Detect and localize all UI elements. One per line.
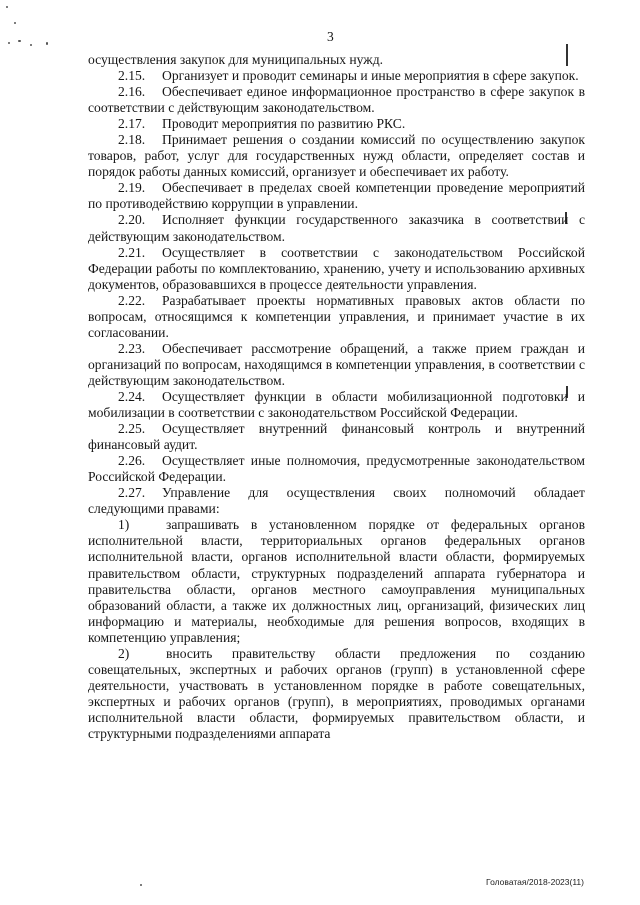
- paragraph: [88, 132, 585, 180]
- paragraph-text: Осуществляет иные полномочия, предусмотренные законодательством Российской Федерации.: [88, 453, 585, 485]
- paragraph: [88, 180, 585, 212]
- scan-speck: [6, 6, 8, 8]
- paragraph-number: 2.17.: [118, 116, 146, 132]
- paragraph: [88, 84, 585, 116]
- paragraph-number: 2.24.: [118, 388, 146, 404]
- paragraph: [88, 245, 585, 293]
- document-body: [88, 52, 585, 742]
- paragraph-text: Исполняет функции государственного заказчика в соответствии с действующим законодательством.: [88, 212, 585, 244]
- paragraph-number: 2.15.: [118, 68, 146, 84]
- paragraph: [88, 389, 585, 421]
- paragraph-number: 2.20.: [118, 212, 146, 228]
- paragraph-number: 2.23.: [118, 340, 146, 356]
- paragraph-text: Осуществляет в соответствии с законодательством Российской Федерации работы по комплектованию, хранению, учету и использованию архивных документов, образовавшихся в процессе деятельности управления.: [88, 244, 585, 292]
- paragraph-number: 2.22.: [118, 292, 146, 308]
- paragraph-text: Организует и проводит семинары и иные мероприятия в сфере закупок.: [162, 68, 579, 84]
- paragraph-text: Проводит мероприятия по развитию РКС.: [162, 116, 406, 132]
- scan-speck: [14, 22, 16, 24]
- paragraph-text: Обеспечивает единое информационное пространство в сфере закупок в соответствии с действующим законодательством.: [88, 84, 585, 116]
- paragraph: [88, 212, 585, 244]
- list-item: [88, 517, 585, 645]
- paragraph-number: 2): [118, 645, 130, 661]
- scan-speck: [30, 44, 32, 46]
- paragraph: [88, 453, 585, 485]
- paragraph-text: Осуществляет внутренний финансовый контроль и внутренний финансовый аудит.: [88, 421, 585, 453]
- page-number: 3: [327, 29, 334, 44]
- paragraph: [88, 485, 585, 517]
- paragraph-number: 2.25.: [118, 421, 146, 437]
- paragraph: [88, 116, 585, 132]
- paragraph-text: осуществления закупок для муниципальных нужд.: [88, 52, 384, 67]
- scan-speck: [140, 884, 142, 886]
- document-footer-code: Головатая/2018-2023(11): [486, 877, 584, 887]
- paragraph: [88, 293, 585, 341]
- paragraph-number: 1): [118, 517, 130, 533]
- paragraph-text: Осуществляет функции в области мобилизационной подготовки и мобилизации в соответствии с законодательством Российской Федерации.: [88, 388, 585, 421]
- paragraph-text: запрашивать в установленном порядке от федеральных органов исполнительной власти, территориальных органов федеральных органов исполнительной власти, органов исполнительной власти области, формируемых правительством области, структурных подразделений аппарата губернатора и правительства области, органов местного самоуправления муниципальных образований области, а также их должностных лиц, организаций, физических лиц информацию и материалы, необходимые для решения вопросов, входящих в компетенцию управления;: [88, 517, 585, 645]
- scan-speck: [8, 42, 10, 44]
- paragraph: [88, 68, 585, 84]
- paragraph-number: 2.21.: [118, 244, 146, 260]
- paragraph: [88, 341, 585, 389]
- paragraph-number: 2.27.: [118, 485, 146, 501]
- paragraph-number: 2.18.: [118, 132, 146, 148]
- paragraph-text: Обеспечивает в пределах своей компетенции проведение мероприятий по противодействию коррупции в управлении.: [88, 180, 585, 212]
- paragraph-text: вносить правительству области предложения по созданию совещательных, экспертных и рабочих органов (групп) в установленной сфере деятельности, участвовать в установленном порядке в работе совещательных, экспертных и рабочих органов (групп), в мероприятиях, проводимых органами исполнительной власти области, формируемых правительством области, и структурными подразделениями аппарата: [88, 645, 585, 741]
- paragraph-number: 2.26.: [118, 453, 146, 469]
- paragraph-text: Обеспечивает рассмотрение обращений, а также прием граждан и организаций по вопросам, находящимся в компетенции управления, в соответствии с действующим законодательством.: [88, 340, 585, 388]
- scan-speck: [18, 40, 21, 42]
- paragraph: [88, 421, 585, 453]
- scan-speck: [46, 42, 48, 45]
- paragraph: [88, 52, 585, 68]
- paragraph-number: 2.19.: [118, 180, 146, 196]
- paragraph-text: Принимает решения о создании комиссий по осуществлению закупок товаров, работ, услуг для государственных нужд области, определяет состав и порядок работы данных комиссий, организует и обеспечивает их работу.: [88, 132, 585, 180]
- paragraph-text: Управление для осуществления своих полномочий обладает следующими правами:: [88, 485, 585, 517]
- paragraph-number: 2.16.: [118, 84, 146, 100]
- list-item: [88, 646, 585, 742]
- paragraph-text: Разрабатывает проекты нормативных правовых актов области по вопросам, относящимся к компетенции управления, и принимает участие в их согласовании.: [88, 292, 585, 340]
